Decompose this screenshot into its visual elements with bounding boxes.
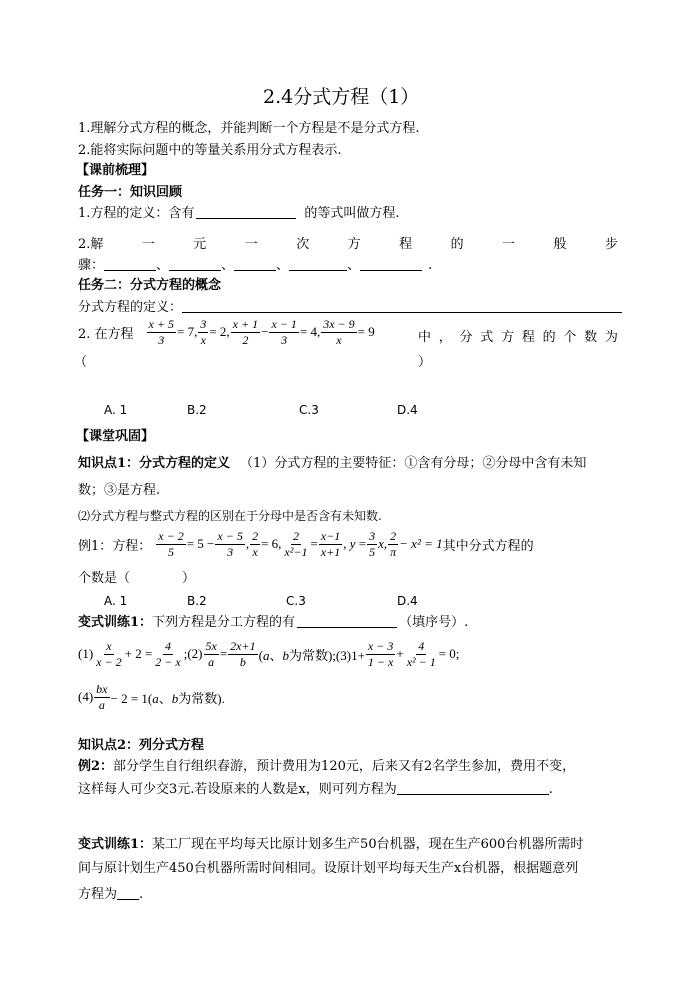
variant2-line1	[78, 838, 583, 851]
text-char: 次	[296, 237, 310, 252]
separator: 、	[347, 258, 361, 273]
math-text: = 6,	[261, 536, 282, 552]
text-char: 程	[399, 237, 413, 252]
math-text: − x² = 1	[399, 536, 443, 552]
variant1-tail: （填序号）.	[399, 615, 469, 630]
answer-blank[interactable]	[297, 615, 397, 628]
fraction: $\frac{x + 5}{3}$	[148, 317, 174, 347]
text-char: 式	[480, 330, 494, 345]
task2-paren-close: ）	[418, 355, 432, 370]
fraction: $\frac{2x+1}{b}$	[230, 639, 256, 669]
text-char: 个	[563, 330, 577, 345]
kp1-option-d: D.4	[397, 594, 418, 608]
kp1-option-c: C.3	[286, 594, 306, 608]
variant2-text: 方程为	[78, 887, 118, 902]
task2-q2-tail	[418, 326, 618, 345]
text-char: 元	[193, 237, 207, 252]
math-text: (4)	[78, 689, 94, 705]
math-text: = 7,	[176, 324, 198, 340]
example2-line1	[78, 760, 575, 773]
fraction: $\frac{4}{\text{x² − 1}}$	[406, 639, 436, 669]
math-text: ;(2)	[183, 646, 203, 662]
math-text: = 4,	[299, 324, 321, 340]
definition-label: 分式方程的定义：	[78, 300, 183, 315]
period: .	[139, 887, 144, 902]
variant2-line3	[78, 887, 143, 901]
task1-q1-prefix: 1.方程的定义：含有	[78, 206, 195, 221]
text-char: ，	[438, 330, 452, 345]
question-label: 2. 在方程	[78, 326, 134, 342]
text-char: 步	[604, 237, 618, 252]
section-preclass: 【课前梳理】	[76, 163, 155, 178]
answer-blank[interactable]	[397, 782, 549, 795]
text-char: 一	[141, 237, 155, 252]
task1-q1	[78, 206, 400, 220]
variant1-line	[78, 615, 468, 629]
fraction: $\frac{bx}{a}$	[96, 682, 108, 712]
fraction: $\frac{3}{x}$	[200, 317, 207, 347]
math-text: =	[355, 536, 367, 552]
fraction: $\frac{x-1}{x+1}$	[320, 529, 341, 559]
task2-definition	[78, 300, 622, 314]
period: .	[428, 258, 433, 273]
task2-option-c: C.3	[299, 403, 319, 417]
fraction: $\frac{x + 1}{2}$	[232, 317, 259, 347]
period: .	[548, 782, 553, 797]
fraction: $\frac{x - 2}{5}$	[158, 529, 184, 559]
objective-1: 1.理解分式方程的概念，并能判断一个方程是不是分式方程.	[78, 121, 420, 136]
task1-q2-line1	[78, 233, 618, 252]
example2-text: 这样每人可少交3元.若设原来的人数是x，则可列方程为	[78, 782, 397, 797]
objective-2: 2.能将实际问题中的等量关系用分式方程表示.	[78, 143, 342, 158]
task2-option-a: A. 1	[104, 403, 128, 417]
fraction: $\frac{x - 5}{3}$	[217, 529, 243, 559]
fraction: $\frac{2}{\pi}$	[390, 529, 397, 559]
separator: 、	[221, 258, 235, 273]
text-char: 般	[553, 237, 567, 252]
fraction: $\frac{2}{x}$	[252, 529, 259, 559]
kp1-line2: 数；③是方程.	[78, 483, 161, 498]
math-text: − 2 = 1(a、b为常数).	[110, 690, 225, 706]
example1-line2	[78, 572, 195, 585]
text-char: 一	[502, 237, 516, 252]
example2-label: 例2：	[78, 759, 114, 774]
math-text: =	[310, 536, 318, 552]
math-text: = 5 −	[186, 536, 215, 552]
math-text: = 2,	[209, 324, 230, 340]
fraction: $\frac{3}{5}$	[369, 529, 376, 559]
math-text: =	[219, 646, 228, 662]
text-char: 的	[450, 237, 464, 252]
fraction: $\frac{x}{x - 2}$	[96, 639, 122, 669]
math-text: (a、b为常数);(3)1+	[258, 647, 365, 663]
answer-blank[interactable]	[104, 258, 156, 271]
page-title: 2.4分式方程（1）	[263, 86, 420, 108]
kp1-option-a: A. 1	[104, 594, 128, 608]
example-tail: 其中分式方程的	[442, 538, 534, 554]
kp1-option-b: B.2	[187, 594, 207, 608]
task2-option-d: D.4	[397, 403, 418, 417]
task1-q2-line2	[78, 258, 432, 272]
fraction: $\frac{x - 3}{1 - x}$	[367, 639, 394, 669]
fraction: $\frac{3x - 9}{x}$	[323, 317, 355, 347]
answer-blank[interactable]	[289, 258, 347, 271]
math-text: , y	[343, 536, 356, 552]
text-label: 骤：	[78, 258, 105, 273]
math-text: (1)	[78, 646, 94, 662]
task1-q1-suffix: 的等式叫做方程.	[304, 206, 400, 221]
task1-heading: 任务一：知识回顾	[78, 185, 183, 200]
separator: 、	[276, 258, 290, 273]
task2-heading: 任务二：分式方程的概念	[78, 278, 222, 293]
fraction: $\frac{5x}{a}$	[205, 639, 217, 669]
kp1-note2: ⑵分式方程与整式方程的区别在于分母中是否含有未知数.	[78, 509, 382, 523]
kp2-heading: 知识点2：列分式方程	[78, 738, 205, 753]
example2-line2	[78, 782, 553, 796]
fraction: $\frac{2}{\text{x²−1}}$	[284, 529, 308, 559]
text-char: 方	[347, 237, 361, 252]
variant2-line2: 间与原计划生产450台机器所需时间相同。设原计划平均每天生产x台机器，根据题意列	[78, 861, 579, 876]
text-char: 2.解	[78, 237, 104, 252]
text-char: 为	[604, 330, 618, 345]
kp1-line1	[78, 457, 586, 470]
task2-paren-open: （	[74, 355, 88, 370]
math-text: ,	[245, 536, 250, 552]
text-char: 的	[542, 330, 556, 345]
variant1-heading: 变式训练1：	[78, 615, 153, 630]
math-text: −	[261, 324, 269, 340]
text-char: 方	[501, 330, 515, 345]
math-text: = 0;	[438, 646, 460, 662]
variant1-equations	[78, 640, 459, 668]
kp1-heading: 知识点1：分式方程的定义	[78, 456, 231, 471]
fraction: $\frac{x - 1}{3}$	[271, 317, 297, 347]
answer-blank[interactable]	[360, 258, 422, 271]
kp1-text: （1）分式方程的主要特征：①含有分母；②分母中含有未知	[240, 456, 587, 471]
fraction: $\frac{4}{2 - x}$	[155, 639, 181, 669]
variant1-equation4	[78, 683, 225, 711]
variant2-heading: 变式训练1：	[78, 837, 153, 852]
answer-blank[interactable]	[117, 887, 139, 900]
example2-text: 部分学生自行组织春游，预计费用为120元，后来又有2名学生参加，费用不变，	[113, 759, 576, 774]
paren-close: ）	[182, 571, 196, 586]
answer-blank[interactable]	[196, 206, 296, 219]
text-char: 分	[459, 330, 473, 345]
example-text: 个数是（	[78, 571, 131, 586]
answer-blank[interactable]	[169, 258, 221, 271]
answer-blank[interactable]	[234, 258, 276, 271]
math-text: + 2 =	[124, 646, 153, 662]
math-text: +	[396, 646, 404, 662]
math-text: = 9	[357, 324, 375, 340]
task2-q2-equations	[78, 318, 375, 346]
math-text: x,	[378, 536, 388, 552]
text-char: 中	[418, 330, 432, 345]
variant2-text: 某工厂现在平均每天比原计划多生产50台机器，现在生产600台机器所需时	[152, 837, 584, 852]
example1-equations	[78, 530, 534, 558]
text-char: 数	[584, 330, 598, 345]
task2-option-b: B.2	[187, 403, 207, 417]
section-consolidate: 【课堂巩固】	[76, 429, 155, 444]
separator: 、	[156, 258, 170, 273]
variant1-text: 下列方程是分工方程的有	[152, 615, 296, 630]
answer-blank[interactable]	[182, 300, 622, 313]
text-char: 程	[521, 330, 535, 345]
text-char: 一	[244, 237, 258, 252]
example-label: 例1：方程：	[78, 538, 152, 554]
